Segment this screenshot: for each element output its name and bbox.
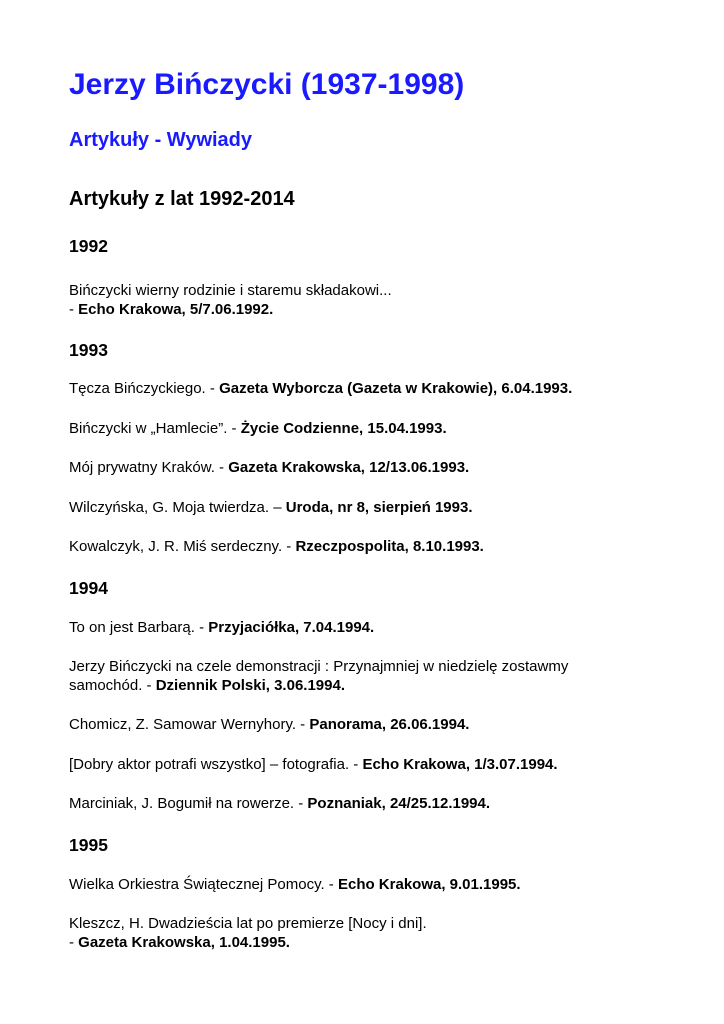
article-entry <box>69 715 469 734</box>
article-entry <box>69 281 392 319</box>
article-title: Tęcza Bińczyckiego. - <box>69 380 220 397</box>
article-title: Marciniak, J. Bogumił na rowerze. - <box>69 795 308 812</box>
article-entry <box>69 794 490 813</box>
article-entry <box>69 875 521 894</box>
article-source: Poznaniak, 24/25.12.1994. <box>307 795 491 812</box>
article-source: Echo Krakowa, 9.01.1995. <box>337 876 521 893</box>
article-source: Uroda, nr 8, sierpień 1993. <box>285 499 473 516</box>
article-title: To on jest Barbarą. - <box>69 619 209 636</box>
year-heading-1994: 1994 <box>69 578 108 598</box>
article-entry <box>69 419 447 438</box>
article-title: Kowalczyk, J. R. Miś serdeczny. - <box>69 538 296 555</box>
article-title: Chomicz, Z. Samowar Wernyhory. - <box>69 716 310 733</box>
page-title: Jerzy Bińczycki (1937-1998) <box>69 68 465 101</box>
year-heading-1995: 1995 <box>69 835 108 855</box>
article-title: [Dobry aktor potrafi wszystko] – fotografia. - <box>69 756 363 773</box>
page-subtitle: Artykuły - Wywiady <box>69 129 253 151</box>
article-separator: - <box>69 301 79 318</box>
article-title: Mój prywatny Kraków. - <box>69 459 229 476</box>
article-source: Gazeta Krakowska, 12/13.06.1993. <box>228 459 470 476</box>
article-entry <box>69 537 484 556</box>
article-title-continued: samochód. - <box>69 677 156 694</box>
article-source: Echo Krakowa, 5/7.06.1992. <box>78 301 274 318</box>
article-title: Kleszcz, H. Dwadzieścia lat po premierze [Nocy i dni]. <box>69 915 427 932</box>
article-source: Echo Krakowa, 1/3.07.1994. <box>362 756 558 773</box>
article-source: Życie Codzienne, 15.04.1993. <box>240 420 447 437</box>
article-entry <box>69 657 568 695</box>
article-source: Rzeczpospolita, 8.10.1993. <box>295 538 484 555</box>
article-title: Jerzy Bińczycki na czele demonstracji : Przynajmniej w niedzielę zostawmy <box>69 658 569 675</box>
article-entry <box>69 618 374 637</box>
article-source: Gazeta Krakowska, 1.04.1995. <box>78 934 290 951</box>
section-title: Artykuły z lat 1992-2014 <box>69 188 295 210</box>
article-entry <box>69 458 469 477</box>
year-heading-1992: 1992 <box>69 236 108 256</box>
article-entry <box>69 379 572 398</box>
article-title: Bińczycki w „Hamlecie”. - <box>69 420 241 437</box>
article-source: Dziennik Polski, 3.06.1994. <box>155 677 345 694</box>
article-title: Wielka Orkiestra Świątecznej Pomocy. - <box>69 876 338 893</box>
article-source: Panorama, 26.06.1994. <box>309 716 470 733</box>
article-source: Przyjaciółka, 7.04.1994. <box>208 619 375 636</box>
article-title: Bińczycki wierny rodzinie i staremu składakowi... <box>69 282 392 299</box>
article-separator: - <box>69 934 79 951</box>
article-entry <box>69 755 558 774</box>
article-title: Wilczyńska, G. Moja twierdza. – <box>69 499 286 516</box>
year-heading-1993: 1993 <box>69 340 108 360</box>
article-entry <box>69 498 472 517</box>
article-source: Gazeta Wyborcza (Gazeta w Krakowie), 6.04.1993. <box>219 380 573 397</box>
article-entry <box>69 914 427 952</box>
